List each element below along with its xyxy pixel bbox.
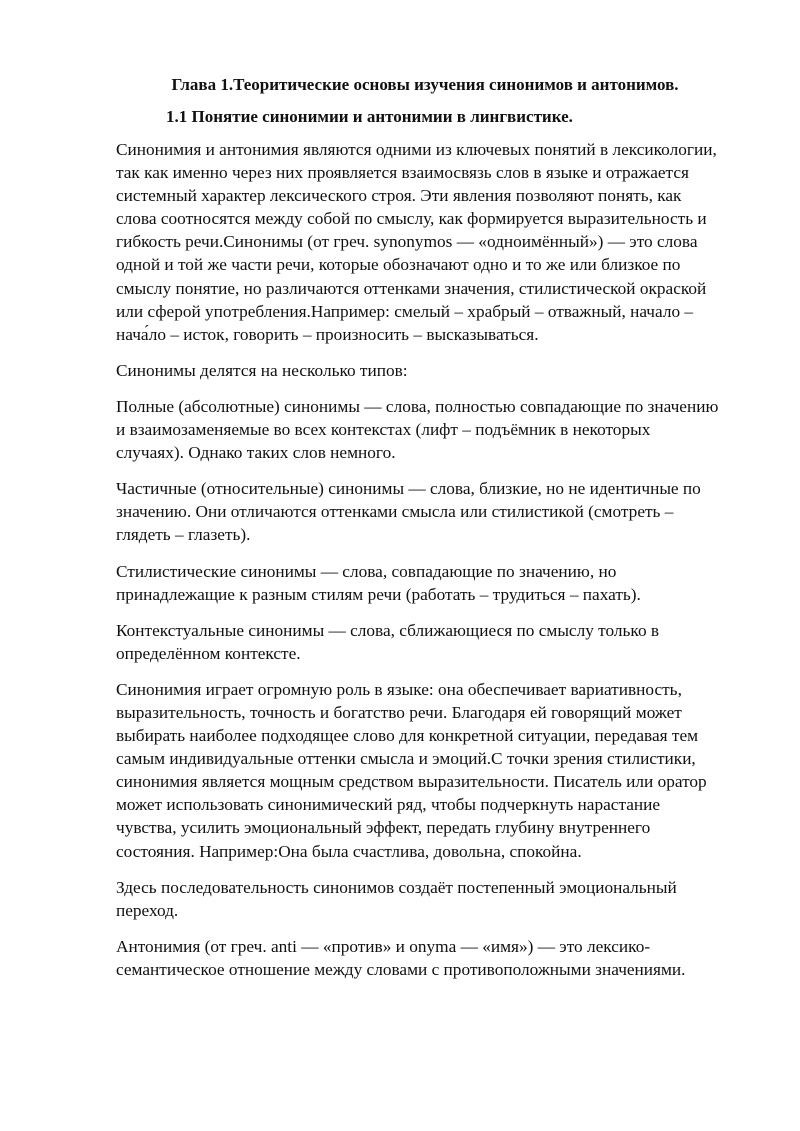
paragraph-full-synonyms: Полные (абсолютные) синонимы — слова, полностью совпадающие по значению и взаимозаменяемые во всех контекстах (лифт – подъёмник в некоторых случаях). Однако таких слов немного.: [116, 396, 719, 463]
paragraph-synonymy-role: Синонимия играет огромную роль в языке: она обеспечивает вариативность, выразительность, точность и богатство речи. Благодаря ей говорящий может выбирать наиболее подходящее слово для конкретной ситуации, передавая тем самым индивидуальные оттенки смысла и эмоций.С точки зрения стилистики, синонимия является мощным средством выразительности. Писатель или оратор может использовать синонимический ряд, чтобы подчеркнуть нарастание чувства, усилить эмоциональный эффект, передать глубину внутреннего состояния. Например:Она была счастлива, довольна, спокойна.: [116, 679, 707, 861]
paragraph-intro-synonyms: Синонимия и антонимия являются одними из ключевых понятий в лексикологии, так как именно через них проявляется взаимосвязь слов в языке и отражается системный характер лексического строя. Эти явления позволяют понять, как слова соотносятся между собой по смыслу, как формируется выразительность и гибкость речи.Синонимы (от греч. synonymos — «одноимённый») — это слова одной и той же части речи, которые обозначают одно и то же или близкое по смыслу понятие, но различаются оттенками значения, стилистической окраской или сферой употребления.Например: смелый – храбрый – отважный, начало – нача́ло – исток, говорить – произносить – высказываться.: [116, 140, 717, 344]
paragraph-emotional-transition: Здесь последовательность синонимов создаёт постепенный эмоциональный переход.: [116, 877, 677, 920]
chapter-title: Глава 1.Теоритические основы изучения синонимов и антонимов.: [171, 75, 679, 94]
section-title: 1.1 Понятие синонимии и антонимии в лингвистике.: [166, 107, 573, 126]
paragraph-antonymy-definition: Антонимия (от греч. anti — «против» и onyma — «имя») — это лексико-семантическое отношение между словами с противоположными значениями.: [116, 936, 686, 979]
paragraph-partial-synonyms: Частичные (относительные) синонимы — слова, близкие, но не идентичные по значению. Они отличаются оттенками смысла или стилистикой (смотреть – глядеть – глазеть).: [116, 479, 701, 545]
paragraph-stylistic-synonyms: Стилистические синонимы — слова, совпадающие по значению, но принадлежащие к разным стилям речи (работать – трудиться – пахать).: [116, 561, 641, 604]
paragraph-synonym-types-intro: Синонимы делятся на несколько типов:: [116, 360, 408, 380]
paragraph-contextual-synonyms: Контекстуальные синонимы — слова, сближающиеся по смыслу только в определённом контексте.: [116, 620, 660, 663]
